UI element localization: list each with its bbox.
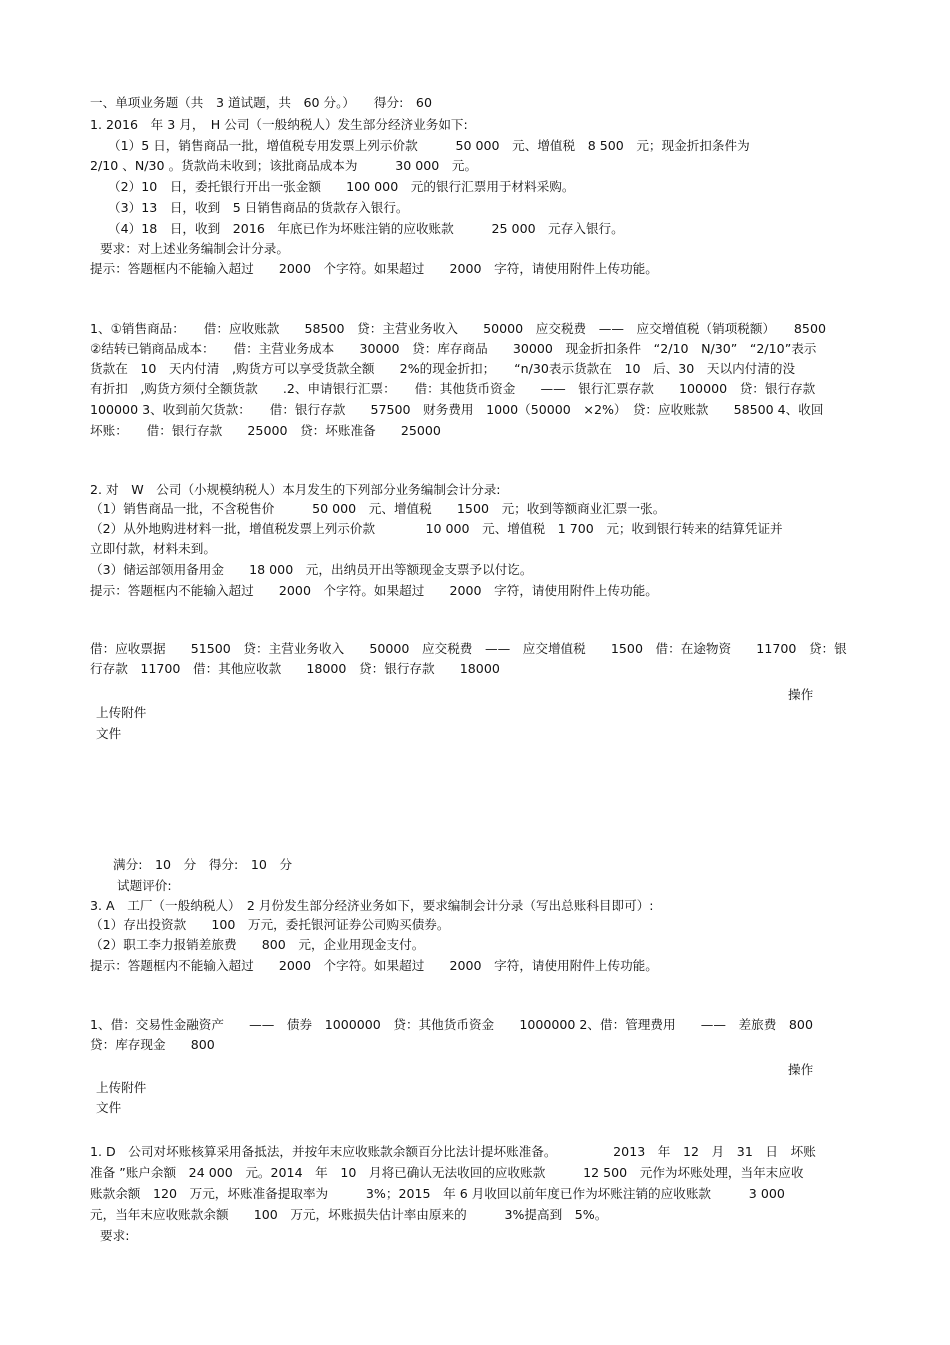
question-1-stem: 1. 2016 年 3 月， H 公司（一般纳税人）发生部分经济业务如下:: [90, 117, 468, 132]
upload-attachment-link[interactable]: 上传附件: [96, 705, 147, 720]
question-1-answer-line-4: 有折扣 ,购货方须付全额货款 .2、申请银行汇票： 借：其他货币资金 —— 银行汇票存款 100000 贷：银行存款: [90, 381, 816, 396]
question-1-hint: 提示：答题框内不能输入超过 2000 个字符。如果超过 2000 字符，请使用附件上传功能。: [90, 261, 658, 276]
question-1-answer-line-1: 1、①销售商品： 借：应收账款 58500 贷：主营业务收入 50000 应交税费 —— 应交增值税（销项税额） 8500: [90, 321, 826, 336]
question-1-item-4: （4）18 日，收到 2016 年底已作为坏账注销的应收账款 25 000 元存入银行。: [108, 221, 624, 236]
question-2-answer-line-1: 借：应收票据 51500 贷：主营业务收入 50000 应交税费 —— 应交增值税 1500 借：在途物资 11700 贷：银: [90, 641, 847, 656]
question-1-item-1-cont: 2/10 、N/30 。货款尚未收到；该批商品成本为 30 000 元。: [90, 158, 478, 173]
score-summary: 满分: 10 分 得分: 10 分: [113, 857, 293, 872]
question-1-answer-line-2: ②结转已销商品成本： 借：主营业务成本 30000 贷：库存商品 30000 现金折扣条件 “2/10 N/30” “2/10”表示: [90, 341, 817, 356]
question-3-answer-line-2: 贷：库存现金 800: [90, 1037, 215, 1052]
question-4-stem-line-3: 账款余额 120 万元，坏账准备提取率为 3%；2015 年 6 月收回以前年度已作为坏账注销的应收账款 3 000: [90, 1186, 785, 1201]
question-review-label: 试题评价:: [117, 878, 172, 893]
question-1-answer-line-5: 100000 3、收到前欠货款： 借：银行存款 57500 财务费用 1000（50000 ×2%） 贷：应收账款 58500 4、收回: [90, 402, 824, 417]
question-3-item-1: （1）存出投资款 100 万元，委托银河证券公司购买债券。: [90, 917, 450, 932]
question-3-answer-line-1: 1、借：交易性金融资产 —— 债券 1000000 贷：其他货币资金 1000000 2、借：管理费用 —— 差旅费 800: [90, 1017, 813, 1032]
question-1-requirement: 要求：对上述业务编制会计分录。: [100, 241, 289, 256]
section-title: 一、单项业务题（共 3 道试题，共 60 分。） 得分: 60: [90, 95, 432, 110]
question-1-item-1: （1）5 日，销售商品一批，增值税专用发票上列示价款 50 000 元、增值税 8 500 元；现金折扣条件为: [108, 138, 750, 153]
question-4-stem-line-1: 1. D 公司对坏账核算采用备抵法，并按年末应收账款余额百分比法计提坏账准备。 2013 年 12 月 31 日 坏账: [90, 1144, 816, 1159]
question-2-item-3: （3）储运部领用备用金 18 000 元，出纳员开出等额现金支票予以付讫。: [90, 562, 533, 577]
operation-label: 操作: [788, 687, 814, 702]
question-4-requirement: 要求:: [100, 1228, 130, 1243]
file-label-2: 文件: [96, 1100, 122, 1115]
question-1-answer-line-6: 坏账： 借：银行存款 25000 贷：坏账准备 25000: [90, 423, 441, 438]
question-3-item-2: （2）职工李力报销差旅费 800 元，企业用现金支付。: [90, 937, 425, 952]
question-2-item-2: （2）从外地购进材料一批，增值税发票上列示价款 10 000 元、增值税 1 700 元；收到银行转来的结算凭证并: [90, 521, 783, 536]
question-3-stem: 3. A 工厂（一般纳税人） 2 月份发生部分经济业务如下，要求编制会计分录（写出总账科目即可）:: [90, 898, 654, 913]
question-1-item-2: （2）10 日，委托银行开出一张金额 100 000 元的银行汇票用于材料采购。: [108, 179, 575, 194]
upload-attachment-link-2[interactable]: 上传附件: [96, 1080, 147, 1095]
operation-label-2: 操作: [788, 1062, 814, 1077]
question-2-item-2-cont: 立即付款，材料未到。: [90, 541, 216, 556]
question-1-item-3: （3）13 日，收到 5 日销售商品的货款存入银行。: [108, 200, 409, 215]
file-label: 文件: [96, 726, 122, 741]
question-2-hint: 提示：答题框内不能输入超过 2000 个字符。如果超过 2000 字符，请使用附件上传功能。: [90, 583, 658, 598]
question-2-item-1: （1）销售商品一批，不含税售价 50 000 元、增值税 1500 元；收到等额商业汇票一张。: [90, 501, 666, 516]
question-2-answer-line-2: 行存款 11700 借：其他应收款 18000 贷：银行存款 18000: [90, 661, 500, 676]
question-3-hint: 提示：答题框内不能输入超过 2000 个字符。如果超过 2000 字符，请使用附件上传功能。: [90, 958, 658, 973]
question-4-stem-line-4: 元，当年末应收账款余额 100 万元，坏账损失估计率由原来的 3%提高到 5%。: [90, 1207, 608, 1222]
question-2-stem: 2. 对 W 公司（小规模纳税人）本月发生的下列部分业务编制会计分录:: [90, 482, 501, 497]
question-1-answer-line-3: 货款在 10 天内付清 ,购货方可以享受货款全额 2%的现金折扣； “n/30表示货款在 10 后、30 天以内付清的没: [90, 361, 796, 376]
question-4-stem-line-2: 准备 ”账户余额 24 000 元。2014 年 10 月将已确认无法收回的应收账款 12 500 元作为坏账处理，当年末应收: [90, 1165, 804, 1180]
